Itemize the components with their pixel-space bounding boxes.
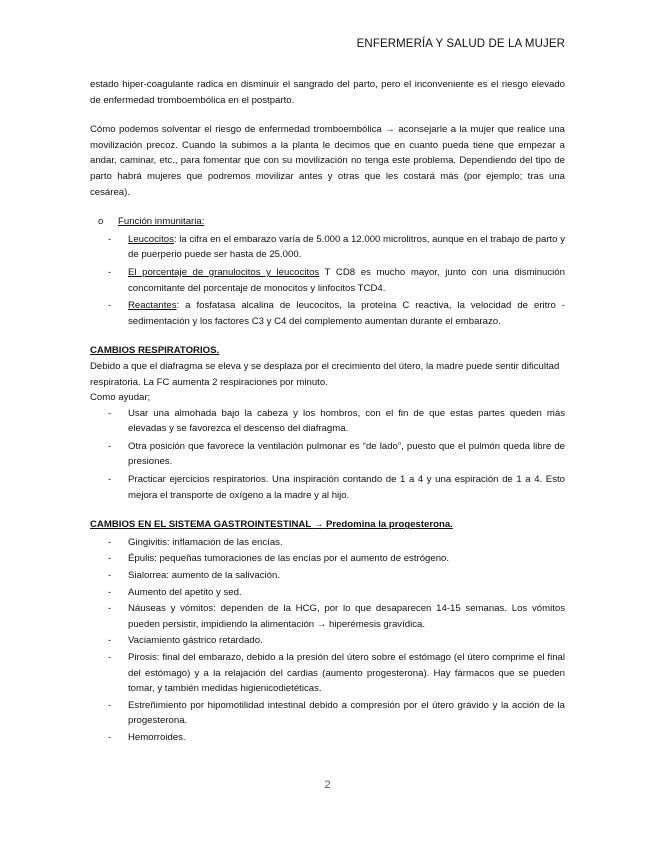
circle-bullet-icon: o (98, 216, 104, 228)
dash-bullet: - (108, 586, 112, 598)
list-item (90, 265, 565, 296)
item-text: Pirosis: final del embarazo, debido a la presión del útero sobre el estómago (el útero comprime el final del estómago) y a la relajación del cardias (aumento progesterona). Hay fármacos que se pueden tomar, y también medidas higienicodietéticas. (128, 652, 565, 695)
dash-bullet: - (108, 233, 112, 245)
list-item (90, 551, 565, 567)
immune-function-heading (90, 214, 565, 230)
respiratory-help-label: Como ayudar; (90, 392, 151, 404)
immune-list (90, 232, 565, 330)
dash-bullet: - (108, 570, 112, 582)
item-text: : a fosfatasa alcalina de leucocitos, la proteína C reactiva, la velocidad de eritro - sedimentación y los factores C3 y C4 del complemento aumentan durante el embarazo. (128, 300, 565, 327)
item-text: T CD8 es mucho mayor, junto con una disminución concomitante del porcentaje de monocitos y linfocitos TCD4. (128, 266, 565, 294)
list-item (90, 601, 565, 632)
list-item (90, 298, 565, 329)
item-label: Leucocitos (128, 233, 174, 245)
item-text: Náuseas y vómitos: dependen de la HCG, por lo que desaparecen 14-15 semanas. Los vómitos pueden persistir, impidiendo la alimentación → hiperémesis gravídica. (128, 603, 565, 630)
dash-bullet: - (108, 300, 112, 312)
gastro-list (90, 535, 565, 746)
page-content (90, 77, 565, 746)
page-number: 2 (324, 779, 331, 791)
dash-bullet: - (108, 699, 112, 711)
dash-bullet: - (108, 440, 112, 452)
dash-bullet: - (108, 635, 112, 647)
item-text: : la cifra en el embarazo varía de 5.000 a 12.000 microlitros, aunque en el trabajo de parto y de puerperio puede ser hasta de 25.000. (128, 233, 565, 261)
item-text: Usar una almohada bajo la cabeza y los hombros, con el fin de que estas partes queden más elevadas y se favorezca el descenso del diafragma. (128, 407, 565, 435)
arrow-icon: → (313, 519, 324, 531)
dash-bullet: - (108, 407, 112, 419)
paragraph-mobilization: Cómo podemos solventar el riesgo de enfermedad tromboembólica → aconsejarle a la mujer que realice una movilización precoz. Cuando la subimos a la planta le decimos que en cuanto pueda tiene que empezar a andar, caminar, etc., para fomentar que con su movilización no tenga este problema. Dependiendo del tipo de parto habrá mujeres que podremos movilizar antes y otras que les costará más (por ejemplo; tras una cesárea). (90, 124, 565, 198)
item-text: Gingivitis: inflamación de las encías. (128, 536, 283, 548)
item-text: Hemorroides. (128, 731, 186, 743)
dash-bullet: - (108, 553, 112, 565)
dash-bullet: - (108, 603, 112, 615)
paragraph-coagulation: estado hiper-coagulante radica en disminuir el sangrado del parto, pero el inconveniente es el riesgo elevado de enfermedad tromboembólica en el postparto. (90, 79, 565, 106)
list-item (90, 535, 565, 551)
dash-bullet: - (108, 474, 112, 486)
gastro-heading: CAMBIOS EN EL SISTEMA GASTROINTESTINAL → Predomina la progesterona. (90, 519, 453, 531)
dash-bullet: - (108, 266, 112, 278)
respiratory-heading: CAMBIOS RESPIRATORIOS. (90, 345, 220, 357)
item-text: Sialorrea: aumento de la salivación. (128, 570, 280, 582)
item-text: Aumento del apetito y sed. (128, 586, 242, 598)
list-item (90, 232, 565, 263)
item-text: Épulis: pequeñas tumoraciones de las encías por el aumento de estrógeno. (128, 553, 450, 565)
list-item (90, 698, 565, 729)
list-item (90, 472, 565, 503)
item-text: Practicar ejercicios respiratorios. Una inspiración contando de 1 a 4 y una espiración de 1 a 4. Esto mejora el transporte de oxígeno a la madre y al hijo. (128, 474, 565, 501)
immune-function-title: Función inmunitaria: (118, 216, 205, 228)
item-text: Vaciamiento gástrico retardado. (128, 635, 263, 647)
list-item (90, 406, 565, 437)
dash-bullet: - (108, 536, 112, 548)
item-text: Estreñimiento por hipomotilidad intestinal debido a compresión por el útero grávido y la acción de la progesterona. (128, 699, 565, 727)
respiratory-list (90, 406, 565, 504)
dash-bullet: - (108, 652, 112, 663)
list-item (90, 633, 565, 649)
item-label: Reactantes (128, 300, 177, 312)
item-label: El porcentaje de granulocitos y leucocitos (128, 266, 320, 278)
list-item (90, 650, 565, 697)
item-text: Otra posición que favorece la ventilación pulmonar es “de lado”, puesto que el pulmón queda libre de presiones. (128, 440, 565, 468)
page-header: ENFERMERÍA Y SALUD DE LA MUJER (356, 38, 565, 50)
list-item (90, 585, 565, 601)
list-item (90, 439, 565, 470)
respiratory-intro: Debido a que el diafragma se eleva y se desplaza por el crecimiento del útero, la madre puede sentir dificultad respiratoria. La FC aumenta 2 respiraciones por minuto. (90, 360, 560, 388)
list-item (90, 568, 565, 584)
dash-bullet: - (108, 731, 112, 743)
list-item (90, 730, 565, 746)
